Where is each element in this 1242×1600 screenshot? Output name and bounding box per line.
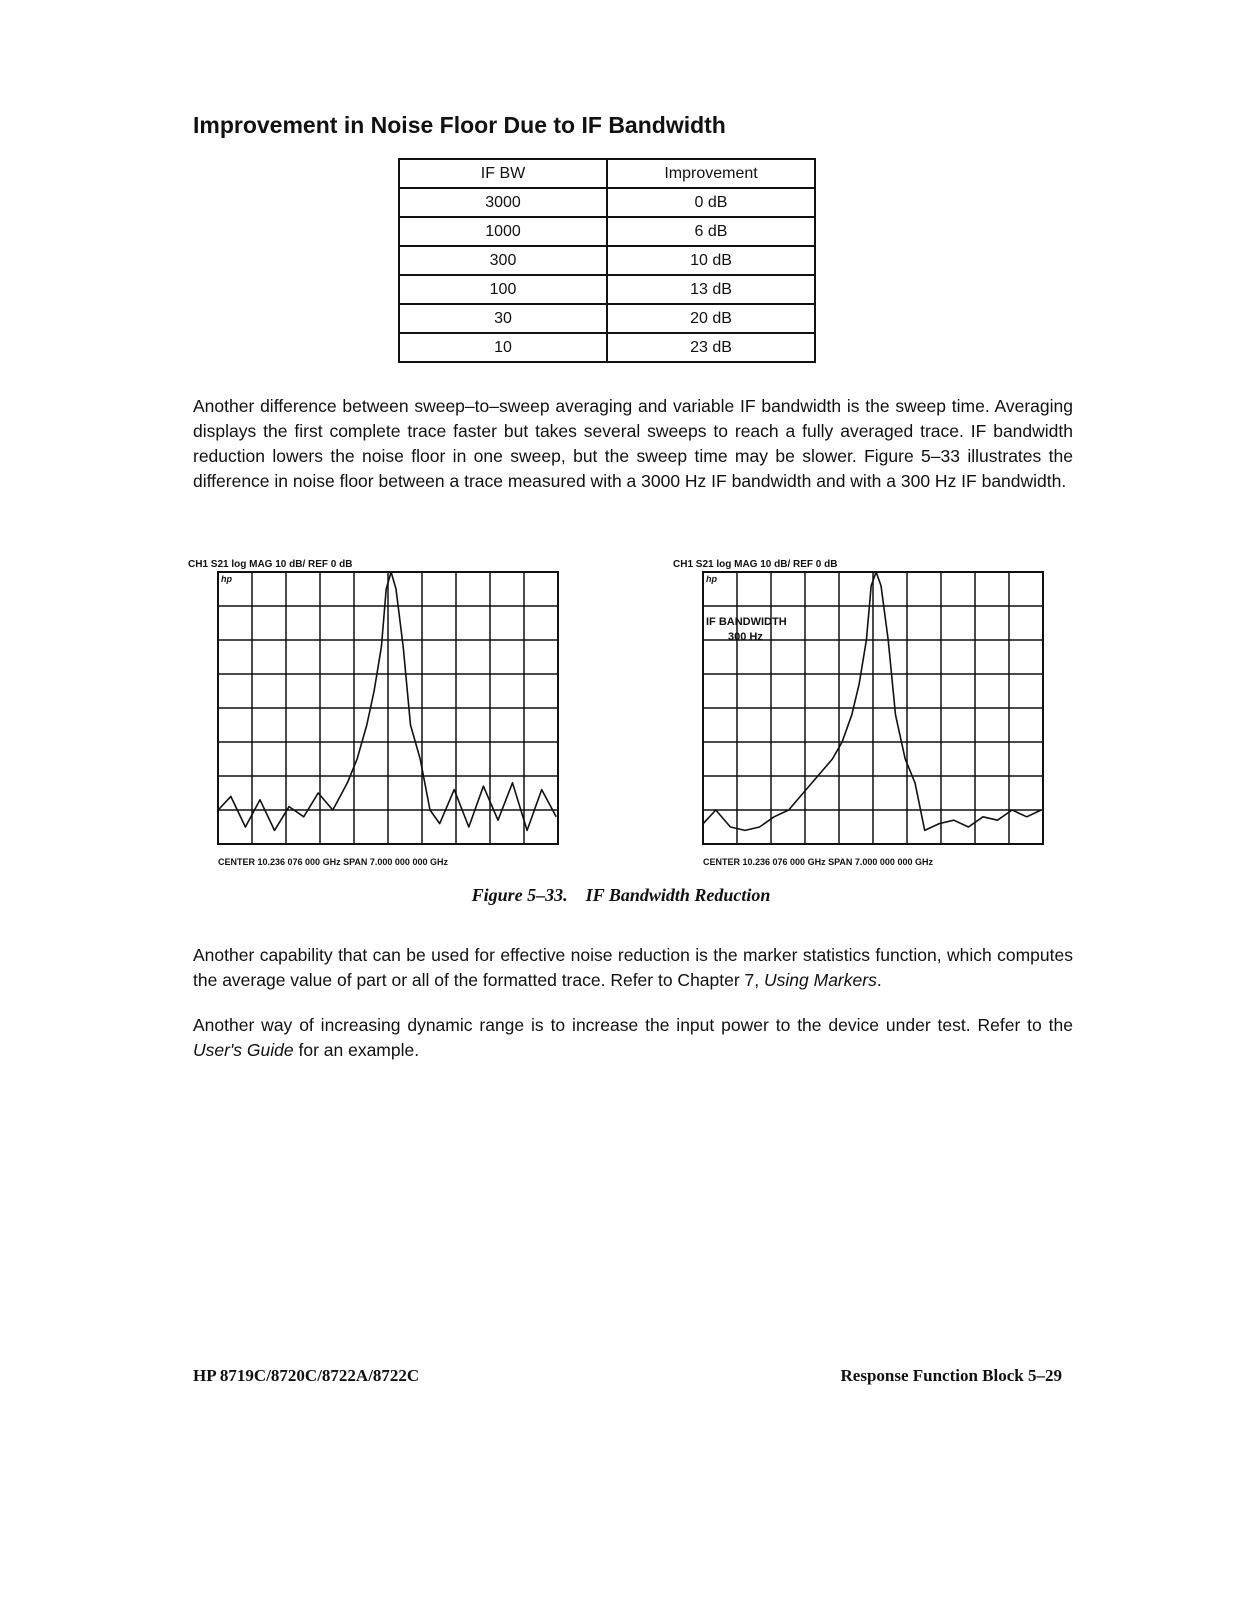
section-heading: Improvement in Noise Floor Due to IF Bandwidth [193, 112, 726, 138]
figure-number: Figure 5–33. [471, 885, 568, 905]
improvement-cell: 10 dB [607, 246, 815, 275]
plot-grid [218, 572, 558, 844]
table-row [399, 217, 815, 246]
plot-header: CH1 S21 log MAG 10 dB/ REF 0 dB [188, 559, 353, 570]
paragraph-text: Another capability that can be used for effective noise reduction is the marker statistics function, which computes the average value of part or all of the formatted trace. Refer to Chapter 7, [193, 945, 1073, 990]
chapter-reference: Using Markers [764, 970, 877, 990]
improvement-cell: 23 dB [607, 333, 815, 362]
improvement-cell: 0 dB [607, 188, 815, 217]
footer-page-info: Response Function Block 5–29 [840, 1366, 1062, 1385]
if-bw-cell: 100 [399, 275, 607, 304]
paragraph-end: for an example. [293, 1040, 420, 1060]
improvement-cell: 20 dB [607, 304, 815, 333]
trace-line [218, 572, 556, 830]
plot-3000hz [185, 553, 570, 878]
column-header-if-bw: IF BW [399, 159, 607, 188]
plot-300hz-svg [670, 553, 1055, 873]
paragraph-marker-statistics [193, 943, 1073, 993]
paragraph-end: . [876, 970, 882, 990]
table-row [399, 246, 815, 275]
if-bw-cell: 10 [399, 333, 607, 362]
trace-group [218, 572, 556, 830]
improvement-cell: 6 dB [607, 217, 815, 246]
table-row [399, 275, 815, 304]
if-bw-cell: 300 [399, 246, 607, 275]
if-bw-cell: 1000 [399, 217, 607, 246]
if-bandwidth-annotation: IF BANDWIDTH [706, 616, 787, 628]
plot-3000hz-svg [185, 553, 570, 873]
guide-reference: User's Guide [193, 1040, 294, 1060]
table-row [399, 333, 815, 362]
plot-header: CH1 S21 log MAG 10 dB/ REF 0 dB [673, 559, 838, 570]
paragraph-sweep-time: Another difference between sweep–to–sweep averaging and variable IF bandwidth is the sweep time. Averaging displays the first complete trace faster but takes several sweeps to reach a fully averaged trace. IF bandwidth reduction lowers the noise floor in one sweep, but the sweep time may be slower. Figure 5–33 illustrates the difference in noise floor between a trace measured with a 3000 Hz IF bandwidth and with a 300 Hz IF bandwidth. [193, 396, 1073, 491]
trace-group [703, 572, 1041, 830]
plot-footer: CENTER 10.236 076 000 GHz SPAN 7.000 000 000 GHz [703, 857, 933, 867]
column-header-improvement: Improvement [607, 159, 815, 188]
hp-logo: hp [706, 574, 717, 584]
footer-model: HP 8719C/8720C/8722A/8722C [193, 1366, 420, 1385]
table-row [399, 188, 815, 217]
plot-footer: CENTER 10.236 076 000 GHz SPAN 7.000 000 000 GHz [218, 857, 448, 867]
trace-line [703, 572, 1041, 830]
if-bw-cell: 3000 [399, 188, 607, 217]
plot-300hz [670, 553, 1055, 878]
improvement-cell: 13 dB [607, 275, 815, 304]
table-row [399, 304, 815, 333]
noise-floor-table [398, 158, 816, 363]
if-bw-cell: 30 [399, 304, 607, 333]
paragraph-text: Another way of increasing dynamic range is to increase the input power to the device under test. Refer to the [193, 1015, 1073, 1035]
figure-caption [0, 885, 1242, 906]
figure-title: IF Bandwidth Reduction [585, 885, 771, 905]
if-bandwidth-value: 300 Hz [728, 631, 763, 643]
hp-logo: hp [221, 574, 232, 584]
plot-grid [703, 572, 1043, 844]
paragraph-dynamic-range [193, 1013, 1073, 1063]
table-header-row [399, 159, 815, 188]
